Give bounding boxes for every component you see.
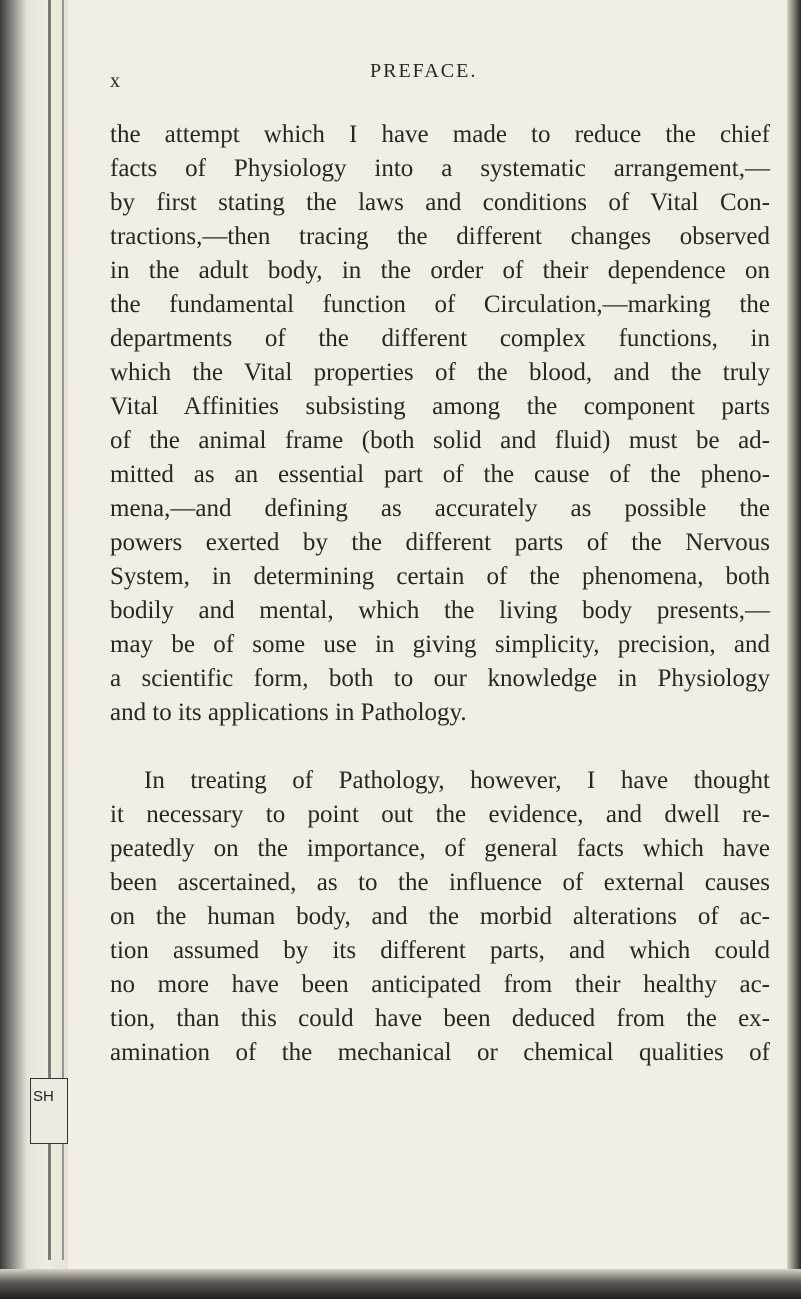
binding-rule-inner	[62, 0, 64, 1260]
text-line: tractions,—then tracing the different changes observed	[110, 223, 770, 250]
text-line: by first stating the laws and conditions of Vital Con-	[110, 189, 770, 216]
text-line: may be of some use in giving simplicity, precision, and	[110, 631, 770, 658]
text-line: mena,—and defining as accurately as possible the	[110, 495, 770, 522]
text-line: tion, than this could have been deduced from the ex-	[110, 1005, 770, 1032]
text-line: been ascertained, as to the influence of external causes	[110, 869, 770, 896]
page-right-edge	[787, 0, 801, 1299]
text-line: powers exerted by the different parts of the Nervous	[110, 529, 770, 556]
text-line: In treating of Pathology, however, I have thought	[144, 767, 770, 794]
text-line: tion assumed by its different parts, and which could	[110, 937, 770, 964]
running-head: PREFACE.	[370, 60, 478, 82]
text-line: facts of Physiology into a systematic arrangement,—	[110, 155, 770, 182]
body-text	[110, 118, 770, 1070]
text-line: the fundamental function of Circulation,—marking the	[110, 291, 770, 318]
page-number: x	[110, 70, 121, 92]
margin-tab-label: SH	[33, 1088, 54, 1105]
text-line: a scientific form, both to our knowledge in Physiology	[110, 665, 770, 692]
text-line: departments of the different complex functions, in	[110, 325, 770, 352]
page-bottom-edge	[0, 1269, 801, 1299]
text-line: on the human body, and the morbid alterations of ac-	[110, 903, 770, 930]
text-line: bodily and mental, which the living body presents,—	[110, 597, 770, 624]
text-line: Vital Affinities subsisting among the component parts	[110, 393, 770, 420]
text-line: and to its applications in Pathology.	[110, 699, 467, 726]
text-line: amination of the mechanical or chemical qualities of	[110, 1039, 770, 1066]
text-line: peatedly on the importance, of general facts which have	[110, 835, 770, 862]
text-line: mitted as an essential part of the cause of the pheno-	[110, 461, 770, 488]
text-line: which the Vital properties of the blood, and the truly	[110, 359, 770, 386]
text-line: System, in determining certain of the phenomena, both	[110, 563, 770, 590]
text-line: of the animal frame (both solid and fluid) must be ad-	[110, 427, 770, 454]
paragraph-gap	[110, 730, 770, 764]
text-line: it necessary to point out the evidence, and dwell re-	[110, 801, 770, 828]
text-line: in the adult body, in the order of their dependence on	[110, 257, 770, 284]
binding-rule	[48, 0, 51, 1260]
text-line: the attempt which I have made to reduce the chief	[110, 121, 770, 148]
text-line: no more have been anticipated from their healthy ac-	[110, 971, 770, 998]
